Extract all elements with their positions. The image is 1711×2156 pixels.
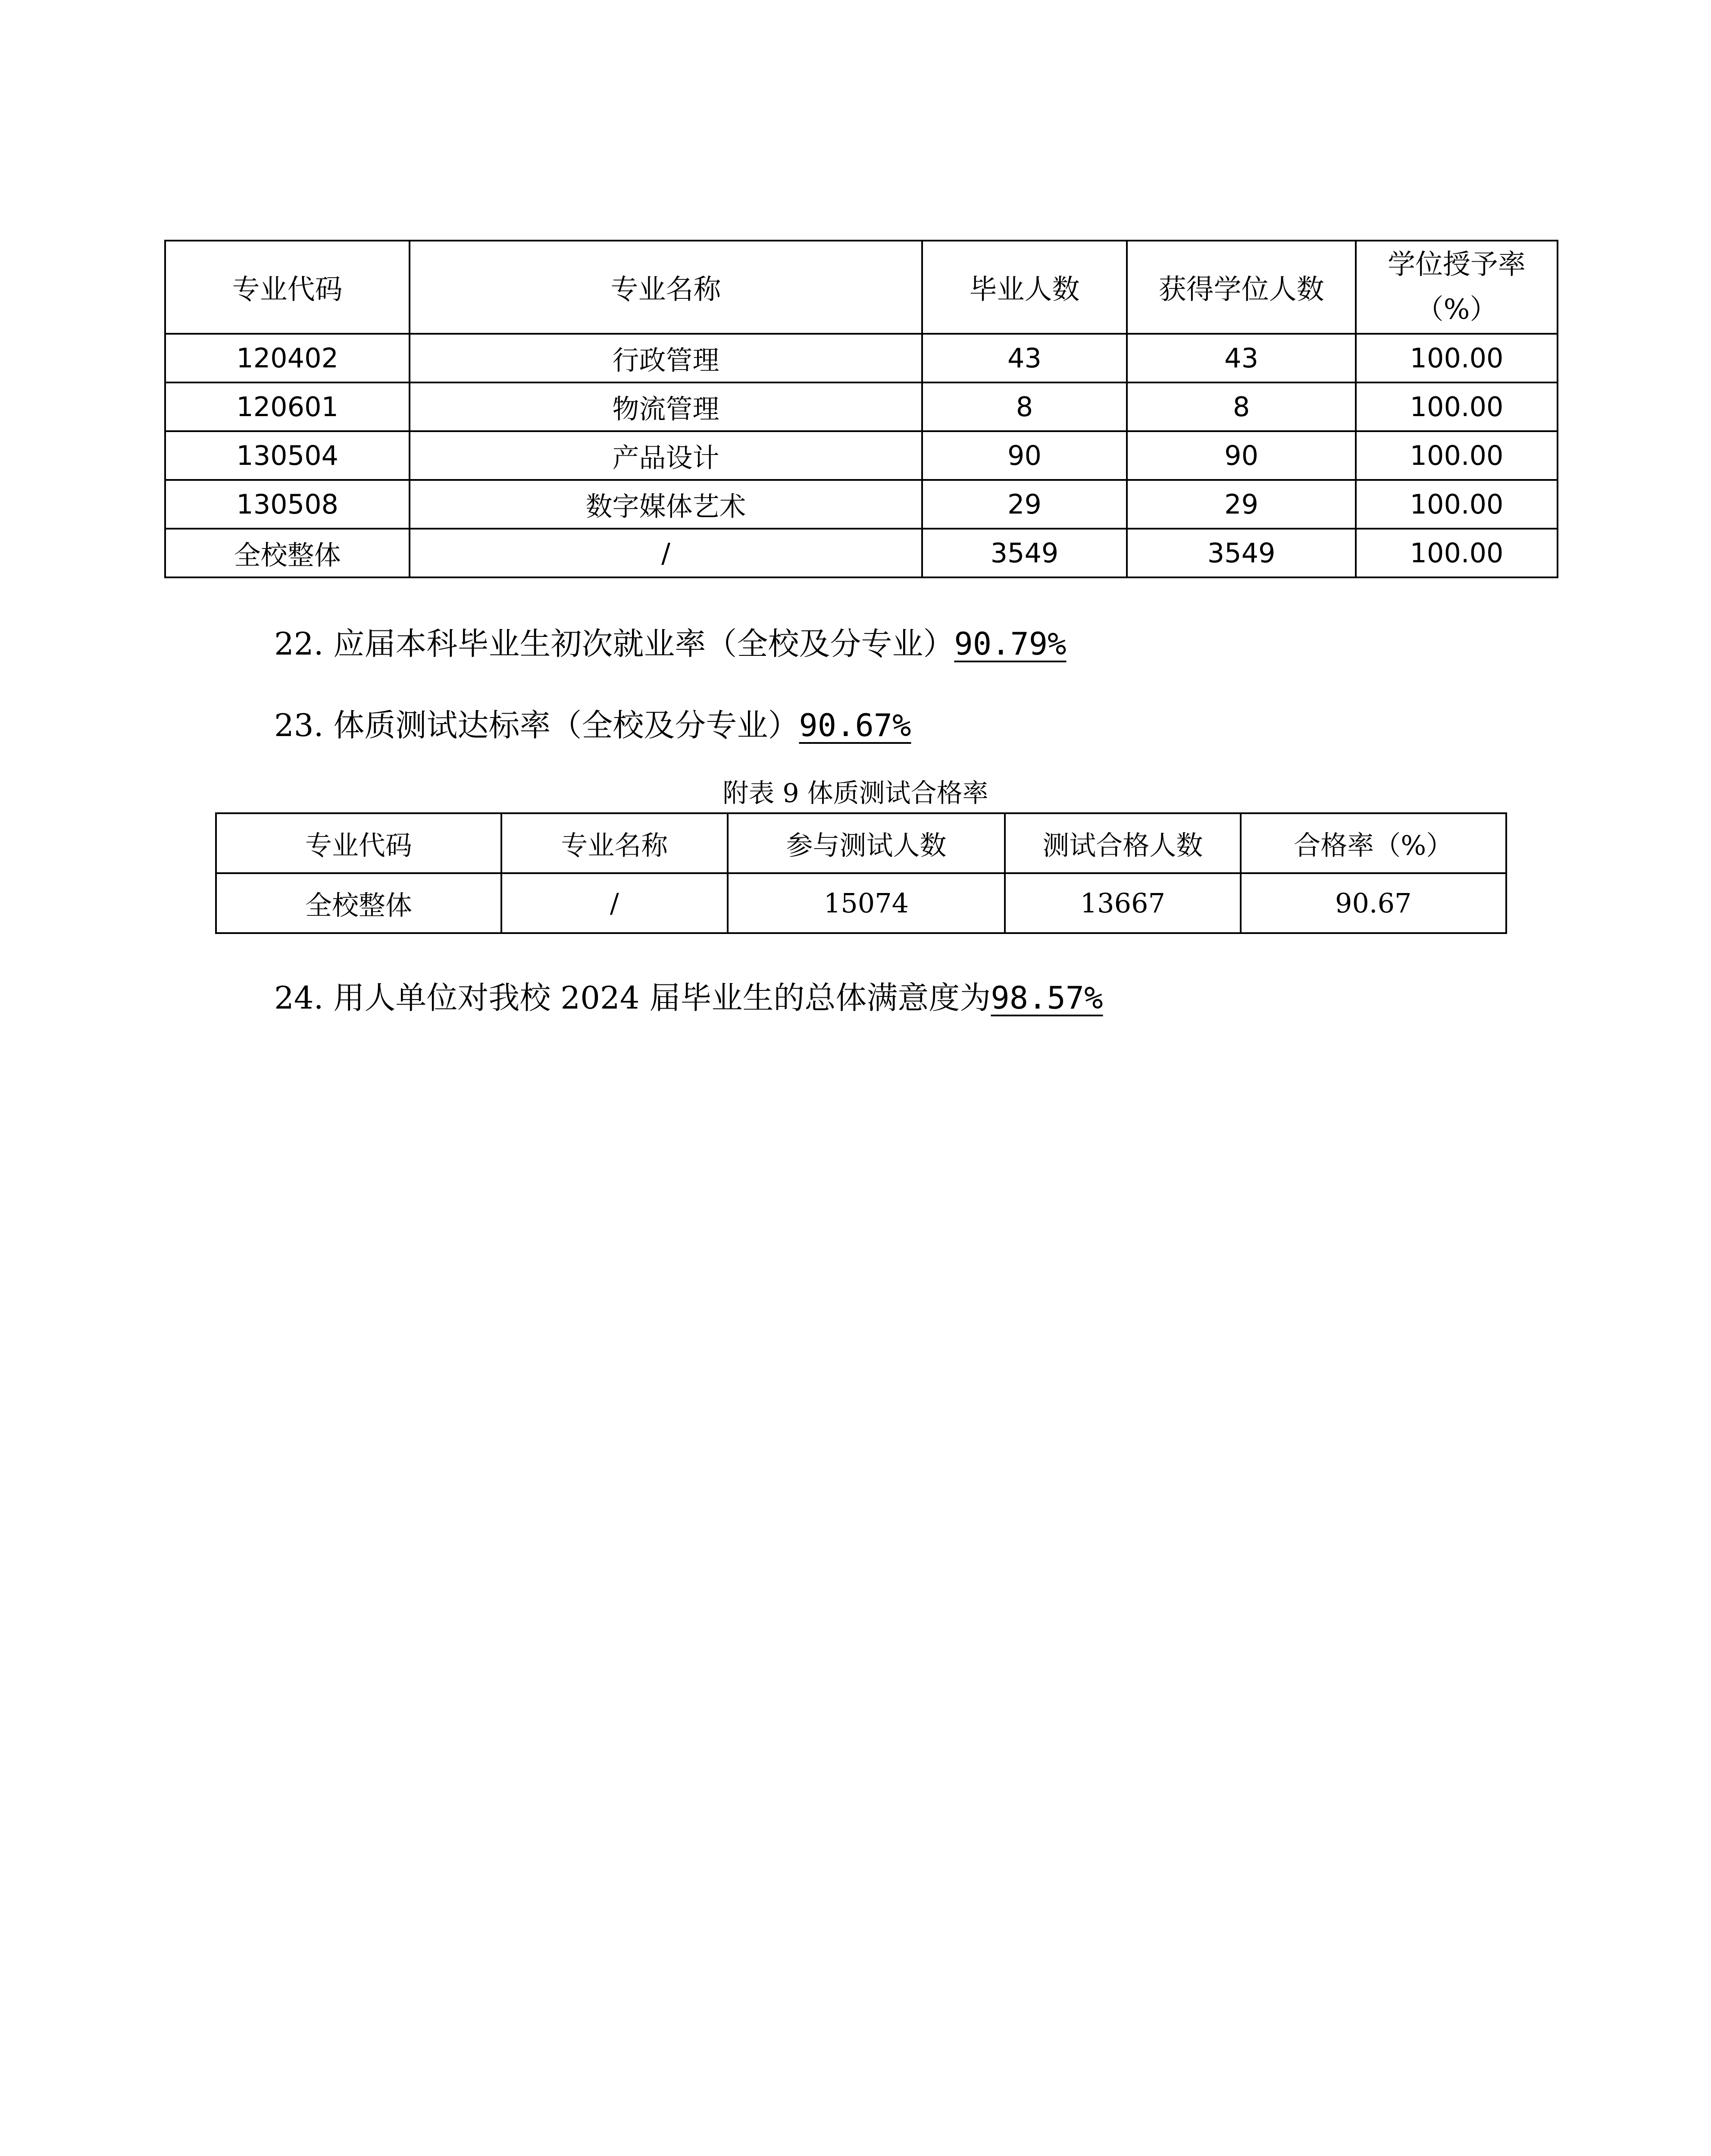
item-22-value: 90.79%: [954, 626, 1067, 662]
header-degree-count: 获得学位人数: [1127, 241, 1356, 334]
cell-degree-rate: 100.00: [1356, 334, 1558, 382]
table-row: [165, 334, 1558, 382]
degree-rate-table: [164, 240, 1558, 578]
cell-name: 产品设计: [410, 431, 922, 480]
header-degree-rate-line2: （%）: [1416, 294, 1498, 326]
header-major-name: 专业名称: [410, 241, 922, 334]
header-participants: 参与测试人数: [728, 813, 1005, 873]
item-24-label: 24. 用人单位对我校 2024 届毕业生的总体满意度为: [274, 980, 991, 1016]
header-graduates: 毕业人数: [922, 241, 1127, 334]
cell-pass-rate: 90.67: [1241, 873, 1506, 933]
cell-code: 120601: [165, 382, 410, 431]
header-passed: 测试合格人数: [1005, 813, 1240, 873]
item-23-label: 23. 体质测试达标率（全校及分专业）: [274, 707, 799, 743]
cell-code: 120402: [165, 334, 410, 382]
item-23-value: 90.67%: [799, 707, 911, 743]
table-row: [165, 480, 1558, 529]
cell-name: /: [501, 873, 728, 933]
header-major-code: 专业代码: [165, 241, 410, 334]
fitness-pass-table: [215, 812, 1507, 934]
cell-graduates: 90: [922, 431, 1127, 480]
header-major-code: 专业代码: [216, 813, 501, 873]
item-22-employment-rate: [274, 619, 1067, 664]
item-22-label: 22. 应届本科毕业生初次就业率（全校及分专业）: [274, 626, 954, 662]
cell-graduates: 29: [922, 480, 1127, 529]
cell-graduates: 8: [922, 382, 1127, 431]
cell-code: 全校整体: [165, 529, 410, 577]
table-row-total: [165, 529, 1558, 577]
cell-graduates: 43: [922, 334, 1127, 382]
table-header-row: [216, 813, 1506, 873]
table-row: [165, 382, 1558, 431]
cell-name: /: [410, 529, 922, 577]
cell-degree-count: 43: [1127, 334, 1356, 382]
cell-passed: 13667: [1005, 873, 1240, 933]
cell-degree-count: 90: [1127, 431, 1356, 480]
header-pass-rate: 合格率（%）: [1241, 813, 1506, 873]
cell-degree-rate: 100.00: [1356, 480, 1558, 529]
cell-degree-rate: 100.00: [1356, 382, 1558, 431]
cell-name: 数字媒体艺术: [410, 480, 922, 529]
item-24-value: 98.57%: [991, 980, 1103, 1016]
cell-code: 130508: [165, 480, 410, 529]
item-24-satisfaction: [274, 973, 1103, 1018]
table-caption: 附表 9 体质测试合格率: [723, 778, 988, 808]
cell-degree-count: 3549: [1127, 529, 1356, 577]
table-row: [165, 431, 1558, 480]
cell-participants: 15074: [728, 873, 1005, 933]
cell-name: 行政管理: [410, 334, 922, 382]
header-degree-rate-line1: 学位授予率: [1388, 249, 1526, 281]
cell-code: 全校整体: [216, 873, 501, 933]
table-row-total: [216, 873, 1506, 933]
item-23-fitness-rate: [274, 700, 911, 745]
cell-degree-rate: 100.00: [1356, 529, 1558, 577]
table-header-row: [165, 241, 1558, 334]
cell-degree-count: 8: [1127, 382, 1356, 431]
cell-degree-rate: 100.00: [1356, 431, 1558, 480]
cell-name: 物流管理: [410, 382, 922, 431]
cell-code: 130504: [165, 431, 410, 480]
cell-graduates: 3549: [922, 529, 1127, 577]
cell-degree-count: 29: [1127, 480, 1356, 529]
header-major-name: 专业名称: [501, 813, 728, 873]
header-degree-rate: [1356, 241, 1558, 334]
